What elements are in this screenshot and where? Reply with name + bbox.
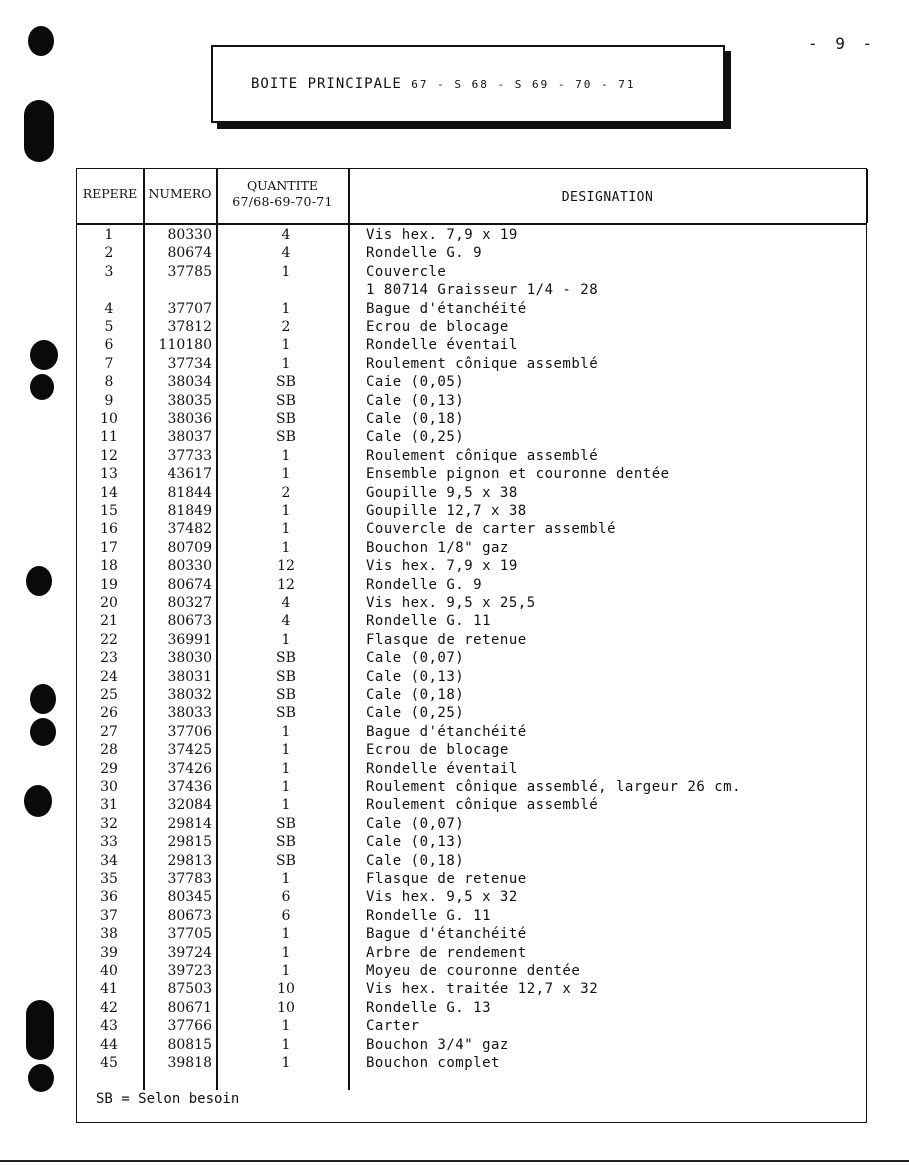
numero-cell: 37425 [167, 742, 212, 759]
table-row [76, 650, 865, 668]
designation-cell: Bague d'étanchéité [366, 723, 527, 740]
table-row [76, 374, 865, 392]
designation-cell: Vis hex. 9,5 x 32 [366, 889, 518, 906]
numero-cell: 37783 [167, 871, 212, 887]
table-row [76, 1000, 865, 1018]
designation-cell: Cale (0,13) [366, 834, 465, 851]
repere-cell: 31 [100, 797, 118, 814]
table-row [76, 282, 865, 300]
quantite-cell: 1 [281, 779, 291, 795]
quantite-cell: 10 [277, 981, 295, 998]
numero-cell: 87503 [167, 981, 212, 998]
quantite-cell: SB [276, 411, 296, 427]
page-number: - 9 - [808, 34, 877, 53]
punch-hole [24, 785, 52, 817]
title [251, 76, 635, 92]
repere-cell: 29 [100, 760, 118, 777]
numero-cell: 81849 [167, 503, 212, 519]
quantite-cell: 1 [281, 539, 291, 556]
designation-cell: Bague d'étanchéité [366, 926, 527, 943]
designation-cell: Rondelle G. 9 [366, 245, 483, 262]
numero-cell: 38037 [167, 429, 212, 446]
repere-cell: 19 [100, 576, 118, 593]
numero-cell: 37706 [167, 723, 212, 740]
quantite-cell: 6 [281, 889, 291, 906]
title-box [211, 45, 725, 123]
table-row [76, 963, 865, 981]
numero-cell: 80709 [167, 539, 212, 556]
table-row [76, 485, 865, 503]
table-row [76, 595, 865, 613]
column-divider [866, 169, 868, 223]
designation-cell: Cale (0,18) [366, 687, 465, 703]
numero-cell: 38035 [167, 392, 212, 409]
table-row [76, 1055, 865, 1073]
repere-cell: 21 [100, 613, 118, 630]
repere-cell: 25 [100, 687, 118, 703]
designation-cell: Caie (0,05) [366, 374, 465, 391]
designation-cell: Rondelle éventail [366, 337, 518, 354]
designation-cell: Bague d'étanchéité [366, 300, 527, 317]
quantite-cell: 12 [277, 558, 295, 575]
repere-cell: 18 [100, 558, 118, 575]
designation-cell: Couvercle [366, 263, 447, 280]
numero-cell: 38031 [167, 668, 212, 685]
repere-cell: 42 [100, 999, 118, 1016]
numero-cell: 80327 [167, 595, 212, 611]
numero-cell: 80815 [167, 1036, 212, 1053]
quantite-cell: SB [276, 429, 296, 446]
table-row [76, 779, 865, 797]
table-row [76, 834, 865, 852]
table-row [76, 687, 865, 705]
numero-cell: 38030 [167, 650, 212, 667]
designation-cell: Vis hex. 9,5 x 25,5 [366, 595, 536, 611]
punch-hole [28, 26, 54, 56]
table-row [76, 724, 865, 742]
numero-cell: 29814 [167, 815, 212, 832]
quantite-cell: SB [276, 852, 296, 869]
quantite-cell: 6 [281, 907, 291, 924]
punch-hole [30, 340, 58, 370]
repere-cell: 35 [100, 871, 118, 887]
repere-cell: 30 [100, 779, 118, 795]
quantite-cell: SB [276, 650, 296, 667]
numero-cell: 37707 [167, 300, 212, 317]
header-designation: DESIGNATION [561, 190, 654, 205]
header-divider [77, 223, 866, 225]
header-quantite [217, 178, 348, 210]
table-row [76, 466, 865, 484]
numero-cell: 43617 [167, 466, 212, 483]
table-row [76, 429, 865, 447]
repere-cell: 3 [104, 263, 114, 280]
designation-cell: Ecrou de blocage [366, 742, 509, 759]
repere-cell: 39 [100, 944, 118, 961]
quantite-cell: 1 [281, 337, 291, 354]
numero-cell: 37734 [167, 355, 212, 372]
designation-cell: Goupille 12,7 x 38 [366, 503, 527, 519]
quantite-cell: 1 [281, 631, 291, 648]
repere-cell: 43 [100, 1018, 118, 1035]
table-row [76, 337, 865, 355]
punch-hole [28, 1064, 54, 1092]
repere-cell: 32 [100, 815, 118, 832]
quantite-cell: 1 [281, 797, 291, 814]
table-row [76, 411, 865, 429]
quantite-cell: 4 [281, 613, 291, 630]
table-row [76, 632, 865, 650]
designation-cell: Rondelle G. 11 [366, 613, 492, 630]
repere-cell: 36 [100, 889, 118, 906]
numero-cell: 39818 [167, 1055, 212, 1071]
quantite-cell: 1 [281, 503, 291, 519]
numero-cell: 37812 [167, 319, 212, 335]
quantite-cell: SB [276, 374, 296, 391]
punch-hole [26, 566, 52, 596]
table-row [76, 705, 865, 723]
repere-cell: 10 [100, 411, 118, 427]
repere-cell: 45 [100, 1055, 118, 1071]
designation-cell: Rondelle G. 9 [366, 576, 483, 593]
table-row [76, 669, 865, 687]
quantite-cell: 1 [281, 760, 291, 777]
table-row [76, 797, 865, 815]
quantite-cell: 1 [281, 723, 291, 740]
quantite-cell: SB [276, 705, 296, 722]
repere-cell: 26 [100, 705, 118, 722]
repere-cell: 40 [100, 963, 118, 979]
header-quantite-label: QUANTITE [246, 178, 319, 193]
table-row [76, 319, 865, 337]
repere-cell: 2 [104, 245, 114, 262]
numero-cell: 39724 [167, 944, 212, 961]
repere-cell: 24 [100, 668, 118, 685]
quantite-cell: SB [276, 668, 296, 685]
quantite-cell: 1 [281, 926, 291, 943]
repere-cell: 13 [100, 466, 118, 483]
numero-cell: 37482 [167, 521, 212, 538]
header-quantite-years: 67/68-69-70-71 [232, 194, 333, 209]
numero-cell: 80674 [167, 245, 212, 262]
table-row [76, 540, 865, 558]
repere-cell: 15 [100, 503, 118, 519]
table-row [76, 393, 865, 411]
repere-cell: 33 [100, 834, 118, 851]
designation-cell: Cale (0,18) [366, 411, 465, 427]
quantite-cell: SB [276, 815, 296, 832]
numero-cell: 38034 [167, 374, 212, 391]
numero-cell: 37733 [167, 447, 212, 464]
footnote: SB = Selon besoin [96, 1091, 240, 1107]
designation-cell: Rondelle éventail [366, 760, 518, 777]
numero-cell: 39723 [167, 963, 212, 979]
quantite-cell: 4 [281, 227, 291, 243]
designation-cell: Cale (0,07) [366, 815, 465, 832]
table-row [76, 945, 865, 963]
quantite-cell: 4 [281, 595, 291, 611]
repere-cell: 38 [100, 926, 118, 943]
designation-cell: Cale (0,18) [366, 852, 465, 869]
designation-cell: Roulement cônique assemblé [366, 355, 599, 372]
numero-cell: 80330 [167, 558, 212, 575]
table-row [76, 558, 865, 576]
punch-hole [26, 1000, 54, 1060]
table-row [76, 1018, 865, 1036]
numero-cell: 32084 [167, 797, 212, 814]
quantite-cell: 12 [277, 576, 295, 593]
numero-cell: 80673 [167, 613, 212, 630]
designation-cell: Vis hex. 7,9 x 19 [366, 227, 518, 243]
designation-cell: Ensemble pignon et couronne dentée [366, 466, 670, 483]
quantite-cell: 10 [277, 999, 295, 1016]
designation-cell: Rondelle G. 13 [366, 999, 492, 1016]
repere-cell: 7 [104, 355, 114, 372]
repere-cell: 34 [100, 852, 118, 869]
repere-cell: 28 [100, 742, 118, 759]
table-row [76, 356, 865, 374]
numero-cell: 80674 [167, 576, 212, 593]
repere-cell: 14 [100, 484, 118, 501]
table-row [76, 908, 865, 926]
repere-cell: 11 [100, 429, 118, 446]
title-subtitle: 67 - S 68 - S 69 - 70 - 71 [411, 78, 636, 91]
repere-cell: 20 [100, 595, 118, 611]
designation-cell: Moyeu de couronne dentée [366, 963, 581, 979]
repere-cell: 5 [104, 319, 114, 335]
quantite-cell: SB [276, 392, 296, 409]
designation-cell: Goupille 9,5 x 38 [366, 484, 518, 501]
repere-cell: 4 [104, 300, 114, 317]
table-row [76, 742, 865, 760]
repere-cell: 23 [100, 650, 118, 667]
numero-cell: 38032 [167, 687, 212, 703]
table-row [76, 889, 865, 907]
quantite-cell: 1 [281, 1036, 291, 1053]
table-row [76, 926, 865, 944]
repere-cell: 22 [100, 631, 118, 648]
repere-cell: 1 [104, 227, 114, 243]
designation-cell: Rondelle G. 11 [366, 907, 492, 924]
table-row [76, 816, 865, 834]
quantite-cell: 4 [281, 245, 291, 262]
quantite-cell: 1 [281, 1055, 291, 1071]
designation-cell: Cale (0,13) [366, 392, 465, 409]
repere-cell: 9 [104, 392, 114, 409]
table-row [76, 227, 865, 245]
title-main: BOITE PRINCIPALE [251, 76, 402, 92]
punch-hole [30, 684, 56, 714]
table-row [76, 503, 865, 521]
repere-cell: 12 [100, 447, 118, 464]
designation-cell: Arbre de rendement [366, 944, 527, 961]
numero-cell: 110180 [158, 337, 212, 354]
quantite-cell: 1 [281, 1018, 291, 1035]
designation-cell: Vis hex. 7,9 x 19 [366, 558, 518, 575]
quantite-cell: 1 [281, 742, 291, 759]
numero-cell: 36991 [167, 631, 212, 648]
numero-cell: 80345 [167, 889, 212, 906]
designation-cell: Cale (0,25) [366, 429, 465, 446]
repere-cell: 27 [100, 723, 118, 740]
table-row [76, 981, 865, 999]
table-row [76, 245, 865, 263]
repere-cell: 41 [100, 981, 118, 998]
table-row [76, 871, 865, 889]
numero-cell: 37785 [167, 263, 212, 280]
numero-cell: 29815 [167, 834, 212, 851]
quantite-cell: 1 [281, 355, 291, 372]
numero-cell: 29813 [167, 852, 212, 869]
quantite-cell: 1 [281, 300, 291, 317]
numero-cell: 38036 [167, 411, 212, 427]
designation-cell: Bouchon 1/8" gaz [366, 539, 509, 556]
quantite-cell: 1 [281, 963, 291, 979]
designation-cell: Bouchon complet [366, 1055, 500, 1071]
quantite-cell: 1 [281, 871, 291, 887]
quantite-cell: 1 [281, 466, 291, 483]
designation-cell: Roulement cônique assemblé, largeur 26 cm. [366, 779, 742, 795]
table-row [76, 1037, 865, 1055]
numero-cell: 37426 [167, 760, 212, 777]
page-edge [0, 1160, 909, 1162]
designation-cell: Bouchon 3/4" gaz [366, 1036, 509, 1053]
table-row [76, 301, 865, 319]
designation-cell: Cale (0,25) [366, 705, 465, 722]
designation-cell: Cale (0,07) [366, 650, 465, 667]
designation-cell: Ecrou de blocage [366, 319, 509, 335]
repere-cell: 44 [100, 1036, 118, 1053]
quantite-cell: SB [276, 687, 296, 703]
designation-cell: Carter [366, 1018, 420, 1035]
numero-cell: 81844 [167, 484, 212, 501]
numero-cell: 80673 [167, 907, 212, 924]
table-row [76, 448, 865, 466]
designation-cell: Roulement cônique assemblé [366, 797, 599, 814]
numero-cell: 37766 [167, 1018, 212, 1035]
table-row [76, 521, 865, 539]
numero-cell: 80330 [167, 227, 212, 243]
quantite-cell: 2 [281, 319, 291, 335]
header-repere: REPERE [82, 186, 138, 201]
designation-cell: 1 80714 Graisseur 1/4 - 28 [366, 282, 599, 299]
repere-cell: 37 [100, 907, 118, 924]
numero-cell: 38033 [167, 705, 212, 722]
designation-cell: Cale (0,13) [366, 668, 465, 685]
designation-cell: Roulement cônique assemblé [366, 447, 599, 464]
repere-cell: 6 [104, 337, 114, 354]
punch-hole [24, 100, 54, 162]
quantite-cell: SB [276, 834, 296, 851]
designation-cell: Flasque de retenue [366, 631, 527, 648]
numero-cell: 37705 [167, 926, 212, 943]
header-numero: NUMERO [148, 186, 212, 201]
quantite-cell: 1 [281, 521, 291, 538]
quantite-cell: 1 [281, 263, 291, 280]
designation-cell: Couvercle de carter assemblé [366, 521, 617, 538]
quantite-cell: 1 [281, 944, 291, 961]
designation-cell: Flasque de retenue [366, 871, 527, 887]
quantite-cell: 2 [281, 484, 291, 501]
table-row [76, 761, 865, 779]
table-row [76, 853, 865, 871]
designation-cell: Vis hex. traitée 12,7 x 32 [366, 981, 599, 998]
repere-cell: 8 [104, 374, 114, 391]
numero-cell: 37436 [167, 779, 212, 795]
table-row [76, 264, 865, 282]
repere-cell: 17 [100, 539, 118, 556]
numero-cell: 80671 [167, 999, 212, 1016]
table-row [76, 577, 865, 595]
repere-cell: 16 [100, 521, 118, 538]
quantite-cell: 1 [281, 447, 291, 464]
punch-hole [30, 718, 56, 746]
table-row [76, 613, 865, 631]
punch-hole [30, 374, 54, 400]
